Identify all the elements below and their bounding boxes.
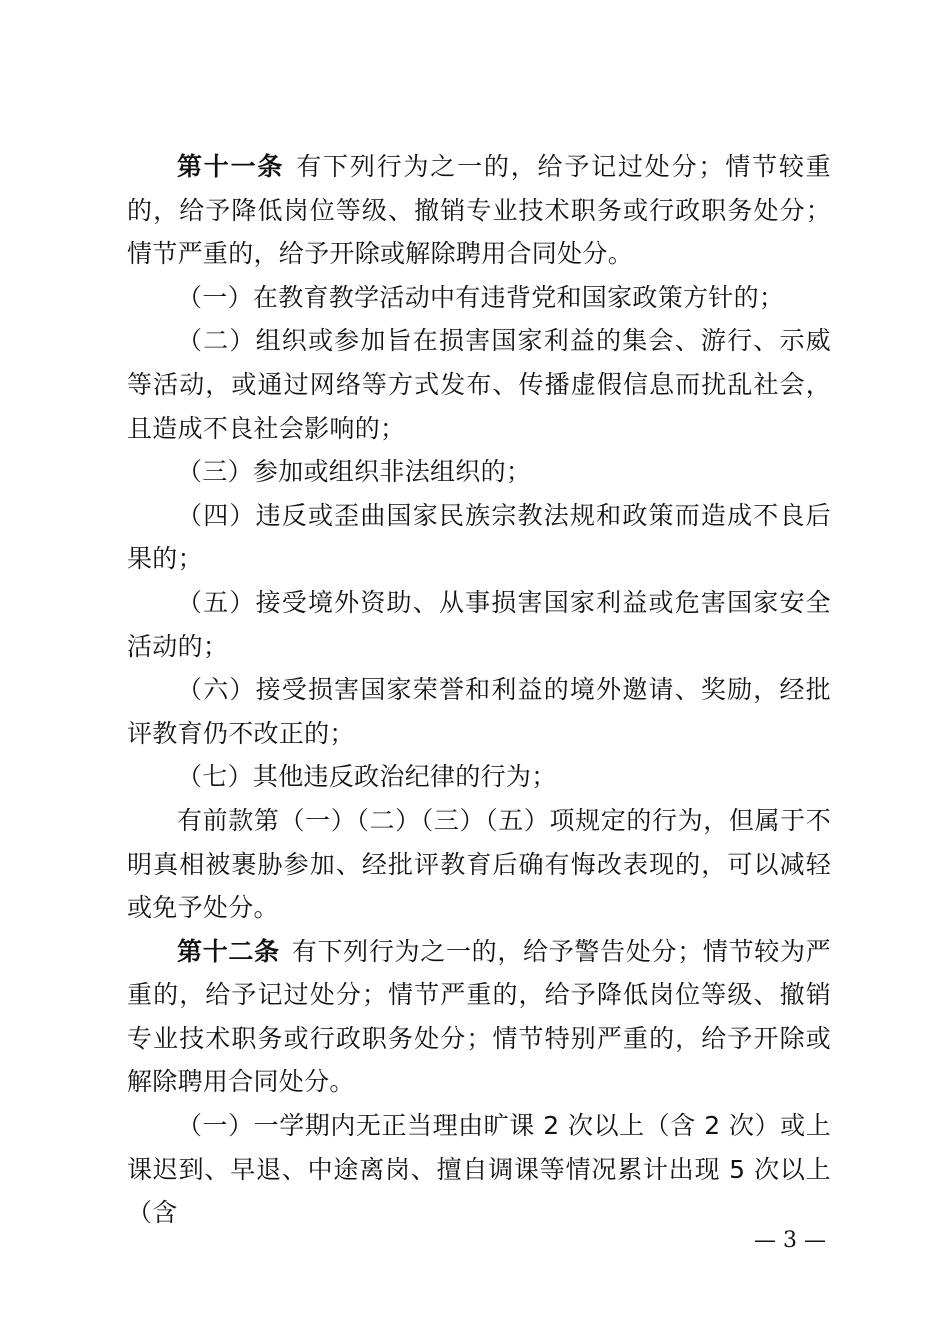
article-11-item-3: （三）参加或组织非法组织的； <box>177 457 532 487</box>
article-11-item-7: （七）其他违反政治纪律的行为； <box>177 762 557 792</box>
article-11-intro-text: 有下列行为之一的，给予记过处分；情节较重的，给予降低岗位等级、撤销专业技术职务或行政职务处分；情节严重的，给予开除或解除聘用合同处分。 <box>127 152 831 269</box>
document-body <box>127 145 831 1235</box>
article-12-title: 第十二条 <box>177 936 280 966</box>
article-11-note: 有前款第（一）（二）（三）（五）项规定的行为，但属于不明真相被裹胁参加、经批评教育后确有悔改表现的，可以减轻或免予处分。 <box>127 805 831 923</box>
article-11-item-5: （五）接受境外资助、从事损害国家利益或危害国家安全活动的； <box>127 587 831 661</box>
article-11-item-1: （一）在教育教学活动中有违背党和国家政策方针的； <box>177 282 785 312</box>
article-11-intro <box>127 145 831 276</box>
article-11-item-4: （四）违反或歪曲国家民族宗教法规和政策而造成不良后果的； <box>127 500 831 574</box>
article-11-title: 第十一条 <box>177 152 285 181</box>
article-12-intro <box>127 930 831 1104</box>
article-12-item-1: （一）一学期内无正当理由旷课 2 次以上（含 2 次）或上课迟到、早退、中途离岗、擅自调课等情况累计出现 5 次以上（含 <box>127 1111 831 1228</box>
article-11-item-2: （二）组织或参加旨在损害国家利益的集会、游行、示威等活动，或通过网络等方式发布、传播虚假信息而扰乱社会，且造成不良社会影响的； <box>127 326 831 443</box>
article-11-item-6: （六）接受损害国家荣誉和利益的境外邀请、奖励，经批评教育仍不改正的； <box>127 675 831 748</box>
page-number: — 3 — <box>754 1228 826 1253</box>
article-12-intro-text: 有下列行为之一的，给予警告处分；情节较为严重的，给予记过处分；情节严重的，给予降低岗位等级、撤销专业技术职务或行政职务处分；情节特别严重的，给予开除或解除聘用合同处分。 <box>127 936 831 1097</box>
